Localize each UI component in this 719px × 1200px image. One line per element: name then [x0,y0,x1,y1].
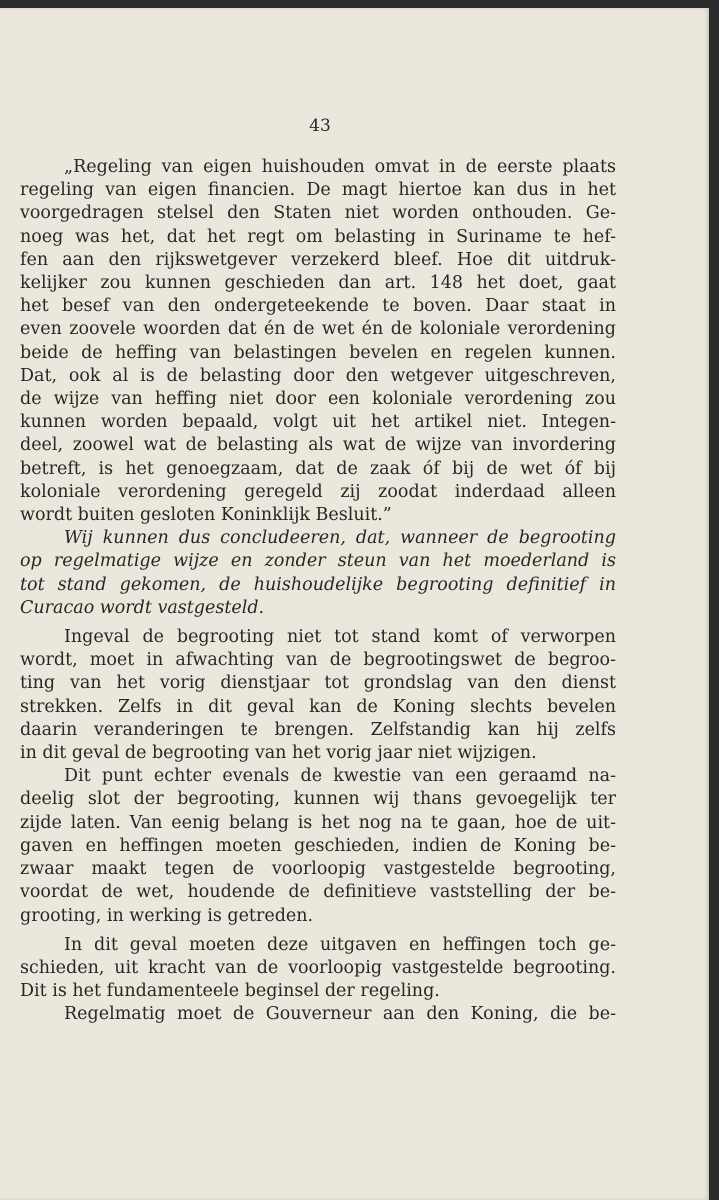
text-line: zwaar maakt tegen de voorloopig vastgestelde begrooting, [20,859,616,880]
text-line: Curacao wordt vastgesteld. [20,597,265,618]
text-line: het besef van den ondergeteekende te boven. Daar staat in [20,296,616,317]
text-line: tot stand gekomen, de huishoudelijke begrooting definitief in [20,574,616,595]
text-line: wordt buiten gesloten Koninklijk Besluit.” [20,505,392,526]
text-line: kelijker zou kunnen geschieden dan art. 148 het doet, gaat [20,273,616,294]
text-line: regeling van eigen financien. De magt hiertoe kan dus in het [20,180,616,201]
text-line: ting van het vorig dienstjaar tot grondslag van den dienst [20,673,616,694]
text-line: Dit is het fundamenteele beginsel der regeling. [20,981,440,1002]
text-line: koloniale verordening geregeld zij zoodat inderdaad alleen [20,481,616,502]
text-line: Wij kunnen dus concludeeren, dat, wanneer de begrooting [64,528,616,549]
text-line: deelig slot der begrooting, kunnen wij thans gevoegelijk ter [20,789,616,810]
text-line: wordt, moet in afwachting van de begrootingswet de begroo- [20,650,616,671]
text-line: „Regeling van eigen huishouden omvat in de eerste plaats [64,157,616,177]
text-line: gaven en heffingen moeten geschieden, indien de Koning be- [20,835,616,856]
text-line: strekken. Zelfs in dit geval kan de Koning slechts bevelen [20,696,616,717]
text-line: Dat, ook al is de belasting door den wetgever uitgeschreven, [20,365,616,386]
text-line: kunnen worden bepaald, volgt uit het artikel niet. Integen- [20,412,616,433]
text-line: grooting, in werking is getreden. [20,905,314,926]
text-line: noeg was het, dat het regt om belasting in Suriname te hef- [20,226,616,247]
text-line: Dit punt echter evenals de kwestie van een geraamd na- [64,766,616,787]
text-line: schieden, uit kracht van de voorloopig vastgestelde begrooting. [20,957,616,978]
page-number: 43 [309,116,331,136]
text-line: zijde laten. Van eenig belang is het nog na te gaan, hoe de uit- [20,812,616,833]
text-line: daarin veranderingen te brengen. Zelfstandig kan hij zelfs [20,719,616,740]
text-line: Ingeval de begrooting niet tot stand komt of verworpen [64,627,616,648]
text-line: fen aan den rijkswetgever verzekerd bleef. Hoe dit uitdruk- [20,249,616,270]
text-line: op regelmatige wijze en zonder steun van het moederland is [20,551,616,572]
text-line: voordat de wet, houdende de definitieve vaststelling der be- [20,882,616,903]
text-line: betreft, is het genoegzaam, dat de zaak óf bij de wet óf bij [20,458,616,479]
text-line: voorgedragen stelsel den Staten niet worden onthouden. Ge- [20,203,616,224]
text-line: in dit geval de begrooting van het vorig jaar niet wijzigen. [20,743,537,764]
text-line: beide de heffing van belastingen bevelen en regelen kunnen. [20,342,616,363]
text-line: deel, zoowel wat de belasting als wat de wijze van invordering [20,435,616,456]
text-line: Regelmatig moet de Gouverneur aan den Koning, die be- [64,1004,616,1025]
text-line: de wijze van heffing niet door een koloniale verordening zou [20,389,616,410]
body-text [20,156,616,1027]
book-page [0,8,709,1200]
text-line: In dit geval moeten deze uitgaven en heffingen toch ge- [64,934,616,955]
text-line: even zoovele woorden dat én de wet én de koloniale verordening [20,319,616,340]
